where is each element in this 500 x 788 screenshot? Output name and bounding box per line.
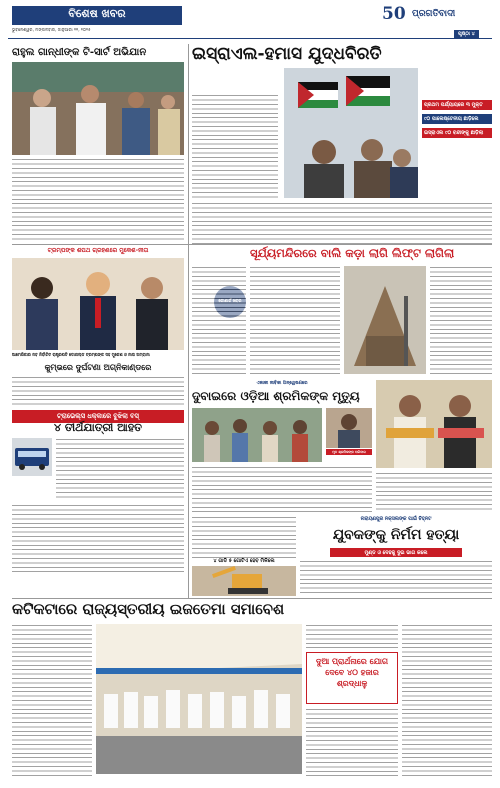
dubai-inset-photo — [326, 408, 372, 448]
ijtema-body-left — [12, 624, 92, 776]
minister-body — [376, 472, 492, 512]
surya-side — [430, 266, 492, 374]
dubai-body — [192, 466, 372, 512]
israel-point-3: ଇସ୍ରାଏଲ ୯୦ ବନ୍ଦୀଙ୍କୁ ଛାଡ଼ିଲା — [422, 128, 492, 138]
anniversary-logo: 50 — [382, 4, 406, 24]
dubai-kicker: ଏକାକୀ ଜୀବିକା ଅନ୍ୱେଷଣରେ — [256, 381, 308, 386]
ijtema-body-mid — [306, 624, 398, 648]
israel-point-1: ପ୍ରଥମ ପର୍ଯ୍ୟାୟରେ ୩ ମୁକ୍ତ — [422, 100, 492, 110]
divider-1 — [12, 244, 492, 245]
kumbh-headline: କୁମ୍ଭରେ ଦୁର୍ଘଟଣା ଅଗ୍ନିକାଣ୍ଡରେ — [44, 363, 152, 372]
dubai-inset-caption: ମୃତ ଶ୍ରମିକଙ୍କ ପରିବାର — [326, 449, 372, 455]
dubai-headline: ଦୁବାଇରେ ଓଡ଼ିଆ ଶ୍ରମିକଙ୍କ ମୃତ୍ୟୁ — [192, 389, 360, 403]
israel-intro — [192, 94, 278, 198]
rahul-body — [12, 158, 184, 242]
surya-body — [250, 266, 340, 374]
rahul-photo — [12, 62, 184, 155]
surya-photo — [344, 266, 426, 374]
israel-body — [192, 202, 492, 246]
kathmandu-banner: ଟ୍ରାଭେଲ୍ସ ଧକ୍କାରେ ବୁଝିଲା ବସ୍ — [12, 410, 184, 423]
middle-body — [192, 266, 246, 376]
murder-body — [300, 560, 492, 594]
ijtema-body-mid2 — [306, 708, 398, 776]
dubai-photo — [192, 408, 322, 462]
masthead-rule — [8, 38, 492, 39]
divider-2 — [12, 598, 492, 599]
excavator-photo — [192, 566, 296, 596]
israel-point-2: ୯୦ ପାଲେଷ୍ଟେନୀୟ ଛାଡ଼ିଲେ — [422, 114, 492, 124]
kumbh-body — [12, 376, 184, 406]
murder-headline: ଯୁବକଙ୍କୁ ନିର୍ମମ ହତ୍ୟା — [332, 527, 460, 543]
ijtema-box: ଦୁଆ ପ୍ରାର୍ଥନାରେ ଯୋଗ ଦେବେ ୪୦ ହଜାର ଶ୍ରଦ୍ଧାଳୁ — [306, 652, 398, 704]
brand-logo: ପ୍ରଗତିବାଦୀ — [412, 9, 456, 19]
trump-photo — [12, 258, 184, 350]
israel-headline: ଇସ୍ରାଏଲ-ହମାସ ଯୁଦ୍ଧବିରତି — [192, 44, 382, 64]
section-title: ବିଶେଷ ଖବର — [68, 7, 126, 20]
trump-headline: ଟ୍ରମ୍ପଙ୍କ ଶପଥ ଗ୍ରହଣରେ ମୁକେଶ-ନୀତା — [47, 247, 149, 254]
lower-left-body — [12, 504, 184, 572]
rahul-headline: ରାହୁଲ ଗାନ୍ଧୀଙ୍କ ଟି-ସାର୍ଟ ଅଭିଯାନ — [12, 47, 147, 58]
masthead — [0, 0, 500, 40]
divider-v — [188, 44, 189, 598]
kathmandu-body — [56, 438, 184, 498]
murder-kicker: ନାରାୟଣପୁର ନକ୍ସଲଙ୍କ ପାଇଁ ଚିହ୍ନଟ — [360, 517, 432, 522]
ijtema-body-right — [402, 624, 492, 776]
minister-photo — [376, 380, 492, 468]
kathmandu-sub: ୪ ତୀର୍ଥଯାତ୍ରୀ ଆହତ — [53, 421, 143, 434]
trump-caption: ଆମେରିକାର ନବ ନିର୍ବାଚିତ ରାଷ୍ଟ୍ରପତି ଡୋନାଲ୍ଡ ଟ୍ରମ୍ପଙ୍କ ସହ ମୁକେଶ ଓ ନୀତା ଅମ୍ବାନୀ — [12, 352, 150, 357]
murder-tag: ମୁଣ୍ଡ ଓ ଦେହକୁ ଦୁଇ ଭାଗ କଲେ — [330, 548, 462, 557]
ijtema-headline: କଟିକଟାରେ ରାଜ୍ୟସ୍ତରୀୟ ଇଜତେମା ସମାବେଶ — [12, 600, 285, 618]
dateline: ଭୁବନେଶ୍ୱର, ମଙ୍ଗଳବାର, ଜାନୁଆରୀ ୨୧, ୨୦୨୫ — [12, 27, 91, 32]
ijtema-photo — [96, 624, 302, 774]
page-number: ପୃଷ୍ଠା ୪ — [454, 30, 479, 38]
surya-headline: ସୂର୍ଯ୍ୟମନ୍ଦିରରେ ବାଲି କଡ଼ା ଲାଗି ଲିଫ୍ଟ ଲାଗିଲା — [250, 246, 455, 260]
murder-sub: ୪ ଗାଡି ୫ ଗୋଟିଏ ହେବ ମିଳିଲେ — [213, 558, 275, 564]
murder-body-top — [192, 516, 296, 558]
bus-photo — [12, 438, 52, 476]
israel-photo — [284, 68, 418, 198]
